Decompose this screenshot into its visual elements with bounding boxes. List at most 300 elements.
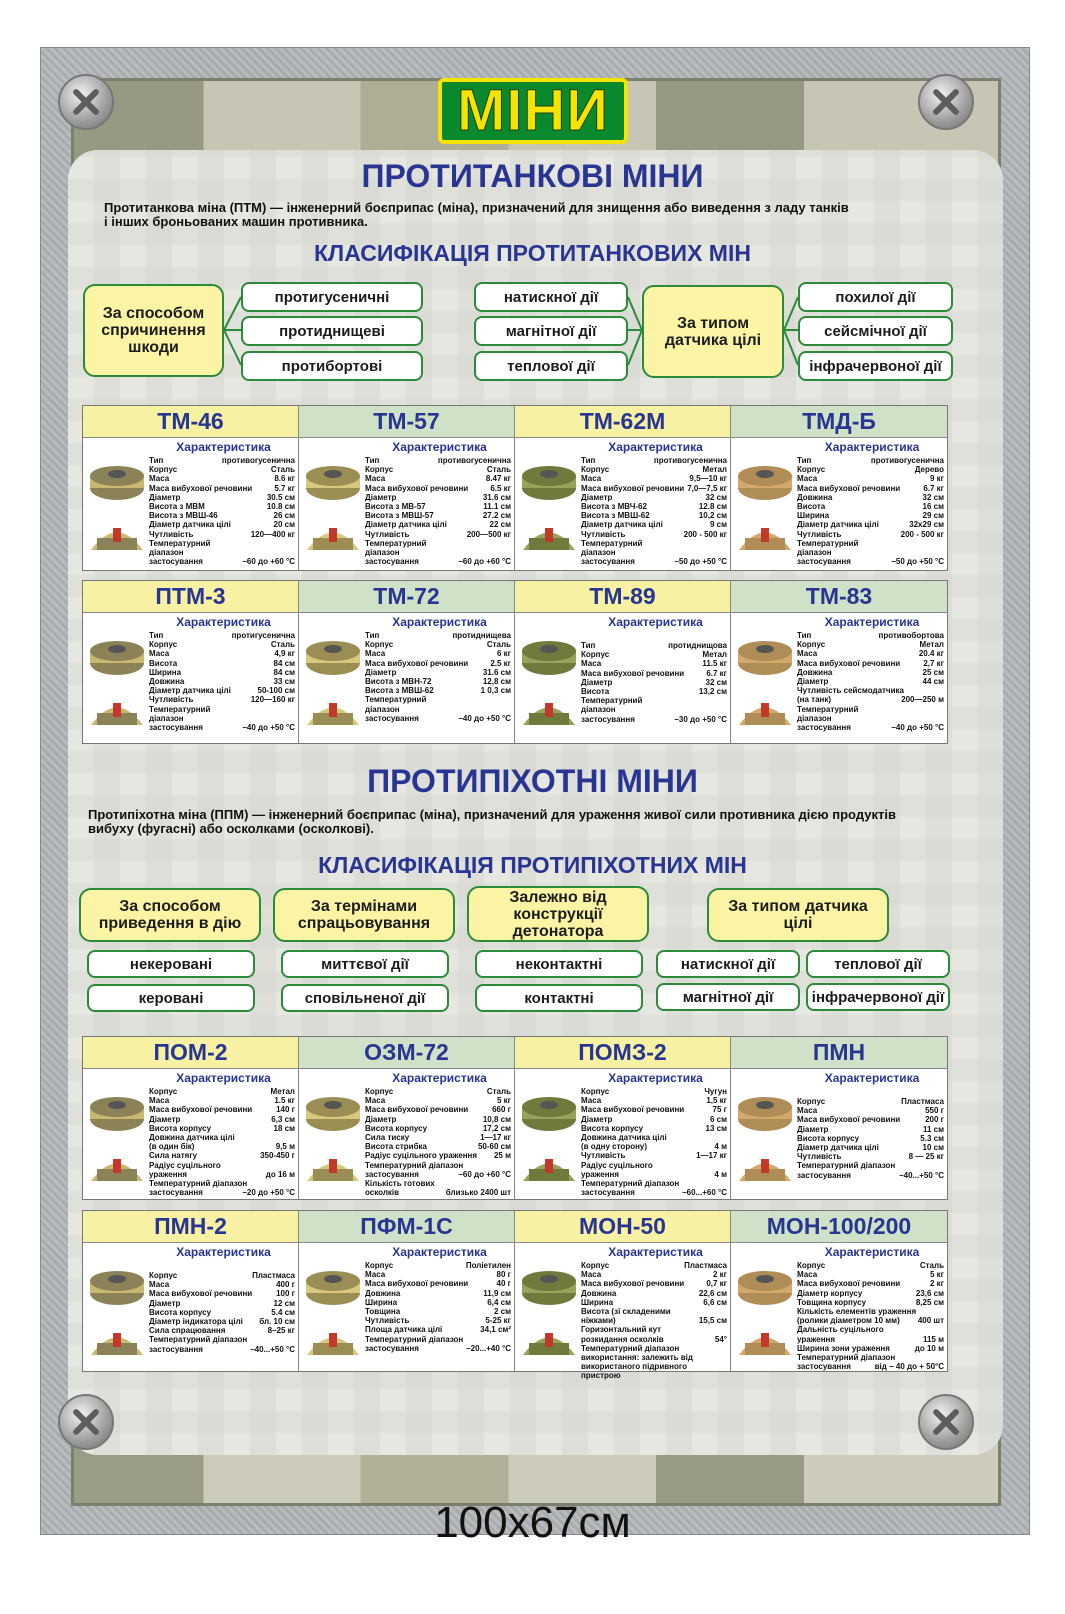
spec-label: Діаметр <box>581 677 613 687</box>
spec-label: Маса вибухової речовини <box>797 658 901 668</box>
spec-row <box>365 1115 511 1124</box>
spec-value: противогусенична <box>221 456 295 465</box>
characteristic-label: Характеристика <box>824 615 920 629</box>
spec-row <box>581 1298 727 1307</box>
spec-value <box>293 539 295 548</box>
spec-row <box>149 1115 295 1124</box>
spec-row <box>149 1133 295 1142</box>
spec-row <box>797 714 944 723</box>
spec-label: Корпус <box>149 1087 178 1096</box>
spec-list <box>797 1097 944 1180</box>
spec-value: 400 г <box>276 1280 295 1290</box>
spec-label: Діаметр <box>149 1298 181 1308</box>
characteristic-label: Характеристика <box>392 440 487 454</box>
spec-value: 15,5 см <box>698 1316 727 1326</box>
mine-name: ПФМ-1С <box>299 1211 514 1243</box>
characteristic-label: Характеристика <box>176 1245 271 1259</box>
spec-row <box>365 1298 511 1307</box>
spec-row <box>149 548 295 557</box>
at-sensor-item: магнітної дії <box>474 316 628 346</box>
spec-value <box>725 705 727 714</box>
spec-value: близько 2400 шт <box>445 1188 511 1198</box>
spec-row <box>797 1134 944 1143</box>
spec-value: −50 до +50 °C <box>674 557 727 567</box>
spec-label: Температурний діапазон <box>797 1353 896 1363</box>
spec-label: Сила натягу <box>149 1151 198 1161</box>
ap-group: Залежно від конструкції детонатора <box>467 886 649 942</box>
mine-photo <box>735 1261 795 1316</box>
mine-card <box>515 1211 731 1381</box>
spec-row <box>581 1142 727 1151</box>
spec-value <box>509 1335 511 1344</box>
spec-label: Висота з МВШ-57 <box>365 511 434 521</box>
spec-value: 6 кг <box>496 649 511 659</box>
spec-value: 1—17 кг <box>696 1151 727 1161</box>
spec-label: ніжками) <box>581 1316 616 1326</box>
spec-value: 2.5 кг <box>490 658 511 668</box>
ap-mines-row <box>82 1036 948 1200</box>
spec-row <box>581 687 727 696</box>
spec-row <box>149 659 295 668</box>
spec-value <box>942 714 944 723</box>
spec-value: 200 - 500 кг <box>683 529 727 539</box>
spec-label: ураження <box>581 1169 620 1179</box>
spec-value: бл. 10 см <box>259 1317 295 1327</box>
spec-value: 1—17 кг <box>480 1133 511 1143</box>
spec-value <box>942 1307 944 1316</box>
spec-value: 9 см <box>709 520 727 530</box>
spec-row <box>149 1299 295 1308</box>
spec-row <box>581 1105 727 1114</box>
spec-value: 11.1 см <box>483 502 511 512</box>
spec-label: застосування <box>149 557 203 567</box>
spec-label: застосування <box>797 723 851 733</box>
spec-value <box>293 714 295 723</box>
spec-value <box>293 1179 295 1188</box>
spec-value: 2,7 кг <box>923 658 944 668</box>
spec-row <box>149 1096 295 1105</box>
at-sensor-item: теплової дії <box>474 351 628 381</box>
spec-row <box>797 1344 944 1353</box>
spec-value <box>725 1307 727 1316</box>
spec-value: 33 см <box>273 677 295 687</box>
spec-value: Метал <box>702 650 727 660</box>
mine-cutaway-photo <box>87 1141 147 1196</box>
spec-value: 120—160 кг <box>250 695 295 705</box>
spec-value: 10,2 см <box>698 511 727 521</box>
spec-label: Тип <box>365 456 380 465</box>
mine-name: ТМД-Б <box>731 406 947 438</box>
spec-value <box>293 1161 295 1170</box>
spec-label: Висота з МВ-57 <box>365 502 426 512</box>
spec-row <box>797 493 944 502</box>
spec-row <box>365 520 511 529</box>
spec-row <box>365 1105 511 1114</box>
spec-value: протиднищова <box>668 641 727 650</box>
spec-value: 12 см <box>273 1298 295 1308</box>
spec-value: 1 0,3 см <box>480 686 511 696</box>
spec-value: до 10 м <box>914 1343 944 1353</box>
spec-label: діапазон <box>581 705 616 715</box>
spec-label: Висота корпусу <box>581 1123 644 1133</box>
spec-value: 2 см <box>493 1307 511 1317</box>
spec-value: −60 до +60 °C <box>458 557 511 567</box>
spec-label: Температурний <box>365 538 427 548</box>
spec-value: 550 г <box>925 1106 944 1116</box>
spec-label: Чутливість <box>365 1316 410 1326</box>
spec-row <box>365 686 511 695</box>
mine-body <box>299 1069 514 1199</box>
spec-row <box>797 1097 944 1106</box>
spec-value: 11.5 кг <box>702 659 727 669</box>
spec-label: Температурний <box>581 538 643 548</box>
mine-card <box>515 1037 731 1199</box>
spec-row <box>149 1271 295 1280</box>
spec-label: Маса <box>797 1270 818 1280</box>
spec-value: 4 м <box>714 1142 727 1152</box>
spec-label: Корпус <box>581 1261 610 1270</box>
spec-row <box>797 1298 944 1307</box>
spec-label: Чутливість <box>797 1152 842 1162</box>
spec-label: Маса вибухової речовини <box>581 668 685 678</box>
spec-value: 32х29 см <box>909 520 944 530</box>
spec-row <box>365 1096 511 1105</box>
spec-row <box>797 686 944 695</box>
spec-row <box>797 1261 944 1270</box>
spec-label: Діаметр <box>149 492 181 502</box>
spec-row <box>149 465 295 474</box>
ap-item: інфрачервоної дії <box>806 983 950 1011</box>
spec-label: Радіус суцільного <box>581 1160 653 1170</box>
spec-row <box>149 677 295 686</box>
spec-value: 2 кг <box>929 1279 944 1289</box>
spec-value <box>509 1161 511 1170</box>
spec-label: Маса вибухової речовини <box>365 1279 469 1289</box>
spec-value: −60 до +60 °C <box>458 1169 511 1179</box>
spec-value: 44 см <box>922 677 944 687</box>
mine-name: МОН-50 <box>515 1211 730 1243</box>
spec-row <box>581 1124 727 1133</box>
spec-label: Діаметр <box>365 1114 397 1124</box>
mine-name: ТМ-83 <box>731 581 947 613</box>
characteristic-label: Характеристика <box>824 1245 920 1259</box>
spec-row <box>365 649 511 658</box>
spec-value: 22 см <box>489 520 511 530</box>
spec-label: Маса <box>581 474 602 484</box>
spec-row <box>581 493 727 502</box>
ap-group: За типом датчика цілі <box>707 888 889 942</box>
at-sensor-item: інфрачервоної дії <box>798 351 953 381</box>
spec-row <box>149 631 295 640</box>
spec-value <box>509 1179 511 1188</box>
spec-row <box>365 530 511 539</box>
spec-value: протигусенична <box>231 631 295 640</box>
spec-label: Температурний діапазон <box>581 1343 680 1353</box>
spec-row <box>149 1142 295 1151</box>
mine-photo <box>735 456 795 511</box>
spec-label: Корпус <box>149 640 178 650</box>
mine-name: ТМ-72 <box>299 581 514 613</box>
spec-value: 5.4 см <box>271 1307 295 1317</box>
spec-row <box>797 539 944 548</box>
spec-row <box>581 548 727 557</box>
spec-value: Сталь <box>486 640 511 650</box>
spec-value: 30.5 см <box>266 492 295 502</box>
mine-body <box>515 1243 730 1381</box>
spec-row <box>581 456 727 465</box>
spec-list <box>365 631 511 723</box>
spec-row <box>365 1188 511 1197</box>
mine-cutaway-photo <box>303 1141 363 1196</box>
spec-value: 200 - 500 кг <box>900 529 944 539</box>
spec-value: 6,3 см <box>271 1114 295 1124</box>
spec-row <box>581 659 727 668</box>
ap-description-line: Протипіхотна міна (ППМ) — інженерний боєприпас (міна), призначений для ураження живої сили противника дією продуктів <box>88 807 896 822</box>
spec-list <box>581 1261 727 1381</box>
spec-value <box>725 1179 727 1188</box>
spec-row <box>581 557 727 566</box>
spec-value: Метал <box>270 1087 295 1096</box>
spec-row <box>149 474 295 483</box>
spec-label: Маса <box>797 649 818 659</box>
spec-label: Маса <box>797 1106 818 1116</box>
spec-label: Корпус <box>365 1261 394 1270</box>
spec-value: 5 кг <box>496 1096 511 1106</box>
spec-label: ураження <box>797 1334 836 1344</box>
spec-value: 8.47 кг <box>485 474 511 484</box>
spec-value <box>942 548 944 557</box>
spec-value: 200—250 м <box>901 695 944 705</box>
spec-label: Довжина <box>797 667 833 677</box>
spec-label: Діаметр датчика цілі <box>797 1143 879 1153</box>
mine-name: ТМ-89 <box>515 581 730 613</box>
spec-label: Температурний <box>149 538 211 548</box>
spec-label: Тип <box>365 631 380 640</box>
spec-value: 22,6 см <box>698 1288 727 1298</box>
spec-value: 20 см <box>273 520 295 530</box>
spec-row <box>797 668 944 677</box>
spec-row <box>581 1289 727 1298</box>
spec-value: 2 кг <box>712 1270 727 1280</box>
spec-label: (в один бік) <box>149 1142 195 1152</box>
spec-label: Температурний діапазон <box>365 1160 464 1170</box>
spec-value: 29 см <box>922 511 944 521</box>
spec-label: (на танк) <box>797 695 832 705</box>
spec-label: Чутливість <box>581 529 626 539</box>
at-group-sensor: За типом датчика цілі <box>642 285 784 378</box>
at-damage-item: протибортові <box>241 351 423 381</box>
spec-label: Температурний <box>149 704 211 714</box>
spec-row <box>797 1115 944 1124</box>
spec-value: 6,4 см <box>487 1297 511 1307</box>
spec-value <box>509 695 511 704</box>
spec-row <box>365 705 511 714</box>
spec-row <box>365 640 511 649</box>
spec-row <box>149 1335 295 1344</box>
characteristic-label: Характеристика <box>392 1071 487 1085</box>
spec-row <box>797 1125 944 1134</box>
spec-value: 11,9 см <box>483 1288 511 1298</box>
spec-row <box>365 1316 511 1325</box>
spec-row <box>149 1345 295 1354</box>
spec-label: Кількість елементів ураження <box>797 1307 917 1317</box>
spec-row <box>365 465 511 474</box>
spec-value: 5 кг <box>929 1270 944 1280</box>
spec-label: Маса вибухової речовини <box>149 1289 253 1299</box>
ap-group: За термінами спрацьовування <box>273 888 455 942</box>
spec-row <box>797 659 944 668</box>
spec-value: 9,5—10 кг <box>689 474 727 484</box>
ap-item: контактні <box>475 984 643 1012</box>
ap-item: керовані <box>87 984 255 1012</box>
spec-label: Горизонтальний кут <box>581 1325 662 1335</box>
spec-row <box>149 557 295 566</box>
characteristic-label: Характеристика <box>824 1071 920 1085</box>
mine-card <box>515 406 731 570</box>
mine-card <box>731 406 947 570</box>
mine-name: ПТМ-3 <box>83 581 298 613</box>
spec-label: застосування <box>365 713 419 723</box>
spec-value: 4,9 кг <box>274 649 295 659</box>
spec-list <box>149 456 295 566</box>
at-damage-item: протигусеничні <box>241 282 423 312</box>
spec-row <box>149 1170 295 1179</box>
spec-value: 660 г <box>492 1105 511 1115</box>
spec-value <box>725 1325 727 1334</box>
spec-list <box>581 456 727 566</box>
spec-row <box>149 1188 295 1197</box>
spec-value <box>725 1133 727 1142</box>
spec-row <box>581 474 727 483</box>
spec-value: −40...+50 °C <box>249 1344 295 1354</box>
spec-label: діапазон <box>797 713 832 723</box>
mine-cutaway-photo <box>735 1315 795 1370</box>
spec-value: 9 кг <box>929 474 944 484</box>
spec-value: Сталь <box>270 640 295 650</box>
spec-label: Чутливість <box>797 529 842 539</box>
spec-row <box>581 650 727 659</box>
spec-row <box>365 484 511 493</box>
spec-label: застосування <box>581 714 635 724</box>
spec-label: Корпус <box>797 1261 826 1270</box>
spec-row <box>149 1124 295 1133</box>
mine-cutaway-photo <box>87 685 147 740</box>
mine-photo <box>303 631 363 686</box>
spec-label: Чутливість <box>149 695 194 705</box>
spec-label: Температурний діапазон <box>149 1179 248 1189</box>
spec-label: Висота з МВН-72 <box>365 677 432 687</box>
spec-label: Тип <box>797 456 812 465</box>
spec-row <box>797 631 944 640</box>
spec-row <box>149 530 295 539</box>
spec-label: Корпус <box>797 1097 826 1106</box>
characteristic-label: Характеристика <box>392 1245 487 1259</box>
spec-row <box>149 1289 295 1298</box>
spec-row <box>149 1308 295 1317</box>
spec-row <box>797 520 944 529</box>
mine-body <box>299 613 514 743</box>
spec-value: Метал <box>702 465 727 475</box>
mine-card <box>731 1211 947 1371</box>
mine-body <box>515 438 730 570</box>
spec-row <box>581 1279 727 1288</box>
spec-label: Висота корпусу <box>149 1123 212 1133</box>
mine-photo <box>519 631 579 686</box>
spec-row <box>797 705 944 714</box>
spec-value: 25 см <box>922 667 944 677</box>
spec-value: 5-25 кг <box>485 1316 511 1326</box>
spec-value: 32 см <box>705 677 727 687</box>
spec-value: 8–25 кг <box>267 1326 295 1336</box>
spec-row <box>581 1087 727 1096</box>
spec-value: 6.5 кг <box>490 483 511 493</box>
spec-value: 75 г <box>712 1105 727 1115</box>
spec-row <box>581 1353 727 1362</box>
spec-label: Ширина <box>149 667 182 677</box>
mine-photo <box>303 1261 363 1316</box>
spec-label: Корпус <box>365 1087 394 1096</box>
spec-value: −40 до +50 °C <box>891 723 944 733</box>
spec-label: застосування <box>149 1188 203 1198</box>
ap-item: некеровані <box>87 950 255 978</box>
spec-value: 23,6 см <box>915 1288 944 1298</box>
spec-row <box>149 1087 295 1096</box>
spec-row <box>581 1096 727 1105</box>
spec-label: застосування <box>797 1362 851 1372</box>
spec-row <box>365 493 511 502</box>
spec-row <box>581 1151 727 1160</box>
spec-label: застосування <box>365 1169 419 1179</box>
spec-label: Висота <box>797 502 826 512</box>
bolt-icon <box>918 1394 974 1450</box>
spec-value: 8.6 кг <box>274 474 295 484</box>
spec-row <box>149 520 295 529</box>
mine-body <box>731 1069 947 1199</box>
spec-row <box>365 659 511 668</box>
mine-photo <box>303 456 363 511</box>
mine-cutaway-photo <box>87 1315 147 1370</box>
spec-row <box>365 474 511 483</box>
at-sensor-item: похилої дії <box>798 282 953 312</box>
spec-row <box>365 1161 511 1170</box>
spec-label: (ролики діаметром 10 мм) <box>797 1316 900 1326</box>
spec-label: діапазон <box>581 548 616 558</box>
spec-label: застосування <box>149 723 203 733</box>
spec-value: 8,25 см <box>915 1297 944 1307</box>
spec-value: 34,1 см² <box>480 1325 511 1335</box>
mine-cutaway-photo <box>519 510 579 565</box>
mine-card <box>83 1037 299 1199</box>
mine-name: ОЗМ-72 <box>299 1037 514 1069</box>
spec-value: противогусенична <box>437 456 511 465</box>
spec-label: Діаметр <box>797 1124 829 1134</box>
spec-value: 27.2 см <box>482 511 511 521</box>
spec-list <box>149 1087 295 1197</box>
spec-row <box>365 557 511 566</box>
ap-mines-row <box>82 1210 948 1381</box>
spec-row <box>365 1170 511 1179</box>
spec-value: −60...+60 °C <box>681 1188 727 1198</box>
spec-row <box>149 493 295 502</box>
spec-row <box>581 1133 727 1142</box>
at-sensor-item: сейсмічної дії <box>798 316 953 346</box>
mine-name: ПОМЗ-2 <box>515 1037 730 1069</box>
characteristic-label: Характеристика <box>608 1071 703 1085</box>
spec-row <box>581 705 727 714</box>
characteristic-label: Характеристика <box>176 440 271 454</box>
mine-name: ТМ-57 <box>299 406 514 438</box>
mine-photo <box>87 456 147 511</box>
